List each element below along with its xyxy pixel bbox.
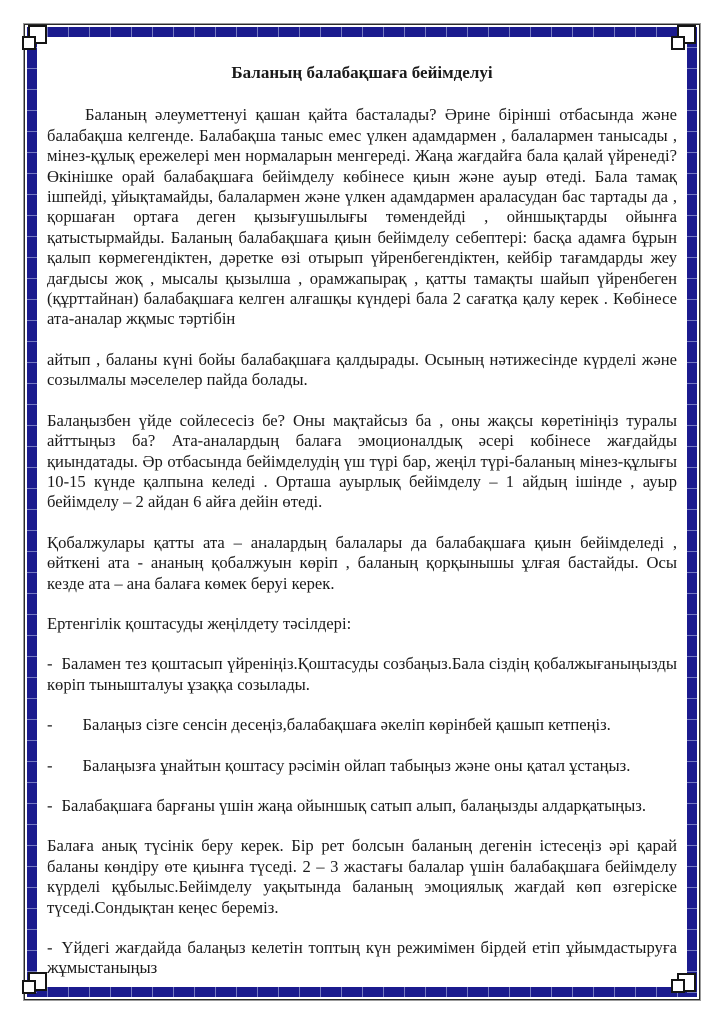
paragraph-clear-explanation: Балаға анық түсінік беру керек. Бір рет болсын баланың дегенін істесеңіз әрі қарай баланы көндіру өте қиынға түседі. 2 – 3 жастағы балалар үшін балабақшаға бейімделу күрделі құбылыс.Бейімделу уақытында баланың эмоциялық жағдай көп өзгеріске түседі.Сондықтан кеңес береміз. bbox=[47, 836, 677, 917]
section-heading-farewell-tips: Ертенгілік қоштасуды жеңілдету тәсілдері: bbox=[47, 613, 352, 633]
bullet-item-new-toy bbox=[47, 796, 677, 816]
bullet-dash: - bbox=[47, 715, 53, 735]
paragraph-continuation: айтып , баланы күні бойы балабақшаға қалдырады. Осының нәтижесінде күрделі және созылмалы мәселелер пайда болады. bbox=[47, 349, 677, 390]
document-content bbox=[47, 63, 677, 999]
border-tile-lines-right bbox=[687, 27, 697, 997]
paragraph-parents-anxiety: Қобалжулары қатты ата – аналардың балалары да балабақшаға қиын бейімделеді , өйткені ата - ананың қобалжуын көріп , баланың қорқынышы ұлғая бастайды. Осы кезде ата – ана балаға көмек беруі керек. bbox=[47, 532, 677, 593]
corner-ornament-square-top-right-small bbox=[671, 36, 685, 50]
bullet-text: Баламен тез қоштасып үйреніңіз.Қоштасуды созбаңыз.Бала сіздің қобалжығаныңызды көріп тынышталуы ұзаққа созылады. bbox=[47, 654, 677, 694]
bullet-dash: - bbox=[47, 795, 53, 815]
bullet-dash: - bbox=[47, 755, 53, 775]
bullet-dash: - bbox=[47, 654, 53, 674]
bullet-item-quick-farewell bbox=[47, 654, 677, 695]
bullet-text: Балаңыз сізге сенсін десеңіз,балабақшаға әкеліп көрінбей қашып кетпеңіз. bbox=[82, 715, 611, 735]
bullet-text: Балабақшаға барғаны үшін жаңа ойыншық сатып алып, балаңызды алдарқатыңыз. bbox=[61, 795, 646, 815]
bullet-text: Балаңызға ұнайтын қоштасу рәсімін ойлап табыңыз және оны қатал ұстаңыз. bbox=[82, 755, 631, 775]
bullet-item-do-not-sneak-away bbox=[47, 715, 677, 735]
border-tile-lines-top bbox=[27, 27, 697, 37]
bullet-text: Үйдегі жағдайда балаңыз келетін топтың күн режимімен бірдей етіп ұйымдастыруға жұмыстаныңыз bbox=[47, 938, 677, 978]
document-title: Баланың балабақшаға бейімделуі bbox=[231, 63, 493, 82]
paragraph-adaptation-types: Балаңызбен үйде сойлесесіз бе? Оны мақтайсыз ба , оны жақсы көретініңіз туралы айттыңыз ба? Ата-аналардың балаға эмоционалдық әсері кобінесе жағдайды қиындатады. Әр отбасында бейімделудің үш түрі бар, жеңіл түрі-баланың мінез-құлығы 10-15 күнде қалпына келеді . Орташа ауырлық бейімделу – 1 айдың ішінде , ауыр бейімделу – 2 айдан 6 айға дейін өтеді. bbox=[47, 410, 677, 512]
corner-ornament-square-top-left-small bbox=[22, 36, 36, 50]
paragraph-intro: Баланың әлеуметтенуі қашан қайта басталады? Әрине бірінші отбасында және балабақша келгенде. Балабақша таныс емес үлкен адамдармен , балалармен танысады , мінез-құлық ережелері мен нормаларын менгереді. Жаңа жағдайға бала қалай үйренеді? Өкінішке орай балабақшаға бейімделу көбінесе қиын және ауыр өтеді. Бала тамақ ішпейді, ұйықтамайды, балалармен және үлкен адамдармен араласудан бас тартады да , қоршаған ортаға деген қызығушылығы төмендейді , ойншықтарды ойынға қатыстырмайды. Баланың балабақшаға қиын бейімделу себептері: басқа адамға бұрын қалып көрмегендіктен, дәретке өзі отырып үйренбегендіктен, кейбір тағамдарды жеу дағдысы жоқ , мысалы қызылша , орамжапырақ , қатты тамақты шайып үйренбеген (құрттайнан) балабақшаға келген алғашқы күндері бала 2 сағатқа қалу керек . Көбінесе ата-аналар жқмыс тәртібін bbox=[47, 105, 677, 329]
bullet-item-home-regime bbox=[47, 938, 677, 979]
corner-ornament-square-bottom-left-small bbox=[22, 980, 36, 994]
border-tile-lines-left bbox=[27, 27, 37, 997]
bullet-item-farewell-ritual bbox=[47, 756, 677, 776]
bullet-dash: - bbox=[47, 938, 53, 957]
